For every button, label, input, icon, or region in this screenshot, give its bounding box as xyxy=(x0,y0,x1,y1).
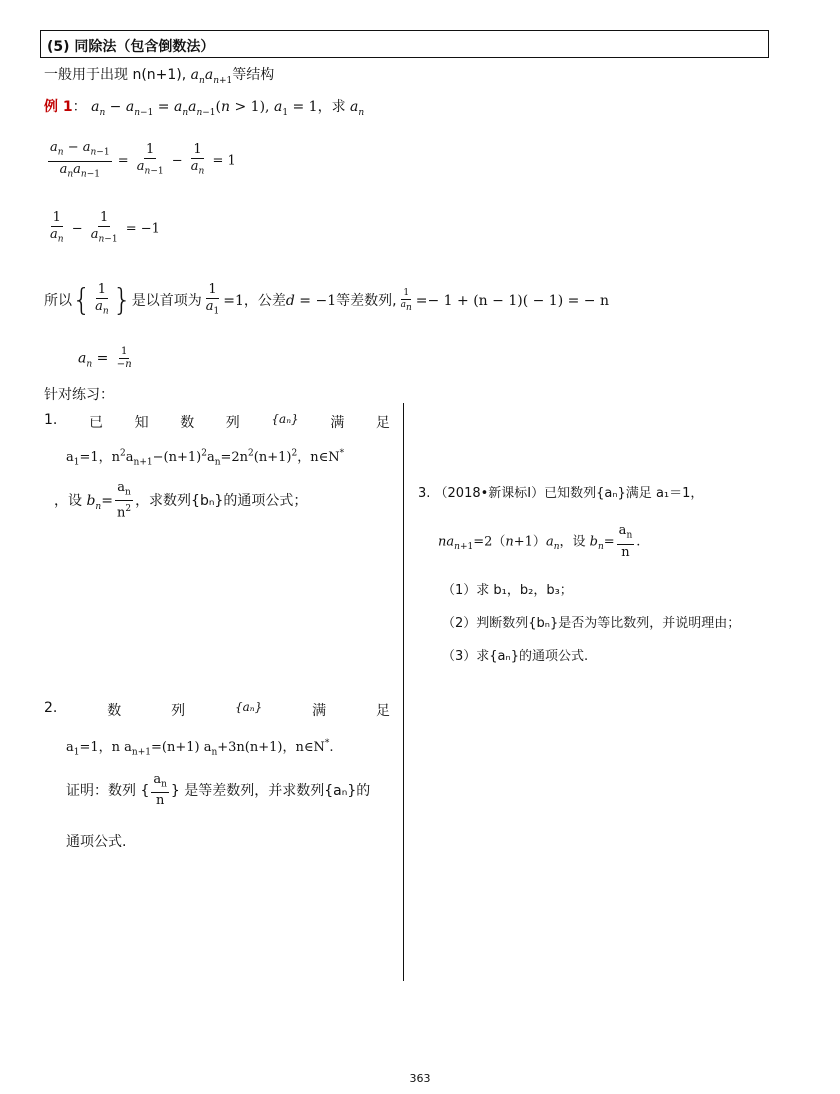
q2-word: 数 xyxy=(107,703,122,719)
solution-step-3: 所以{ $\frac{1}{a_n}$ }是以首项为 $\frac{1}{a_1}$ =1，公差d = −1等差数列, $\frac{1}{a_n}$ =− 1 + (n − 1)( − 1) = − n xyxy=(44,282,609,318)
q2-formula: $a_1=1$，n $a_{n+1}=(n+1)$ $a_n+3n(n+1)$，n∈N*. xyxy=(66,738,334,758)
solution-step-1: $\frac{a_n - a_{n-1}}{a_na_{n-1}}$ = $\frac{1}{a_{n-1}}$ − $\frac{1}{a_n}$ = 1 xyxy=(50,140,236,180)
example-target: $a_n$ xyxy=(350,99,365,118)
intro-formula: $a_na_{n+1}$ xyxy=(190,67,233,86)
q3-sub2: （2）判断数列{bₙ}是否为等比数列，并说明理由； xyxy=(442,615,741,631)
example-ask: ，求 xyxy=(317,99,346,115)
q1-line1 xyxy=(44,412,390,432)
section-title: (5) 同除法（包含倒数法） xyxy=(40,30,769,58)
step3-mid: 是以首项为 xyxy=(131,292,202,309)
example-label: 例 1 xyxy=(44,99,73,115)
q2-word: 列 xyxy=(171,703,186,719)
q1-word: {aₙ} xyxy=(271,412,299,426)
q2-proof-tail: } 是等差数列，并求数列{aₙ}的 xyxy=(170,782,371,799)
example-condition: $a_n - a_{n-1} = a_na_{n-1}(n > 1)$, $a_1 = 1$ xyxy=(91,99,318,118)
q1-formula: $a_1=1$，$n^2a_{n+1}-(n+1)^2a_n=2n^2(n+1)^2$，n∈N* xyxy=(66,448,345,468)
intro-text: 一般用于出现 n(n+1), xyxy=(44,67,191,83)
q1-word: 知 xyxy=(134,415,149,431)
q1-word: 列 xyxy=(225,415,240,431)
intro-suffix: 等结构 xyxy=(232,67,275,83)
intro-line xyxy=(44,64,274,86)
q3-sub1: （1）求 b₁，b₂，b₃； xyxy=(442,582,573,598)
question-2 xyxy=(44,700,390,851)
example-colon: ： xyxy=(72,99,87,115)
q3-sub3: （3）求{aₙ}的通项公式. xyxy=(442,648,589,664)
solution-step-2: $\frac{1}{a_n}$ − $\frac{1}{a_{n-1}}$ = −1 xyxy=(50,210,160,245)
q1-ask: ，设 $b_n=$ $\frac{a_n}{n^2}$ ，求数列{bₙ}的通项公式； xyxy=(54,479,308,521)
q2-proof: 证明：数列 { $\frac{a_n}{n}$ } 是等差数列，并求数列{aₙ}的 xyxy=(66,771,371,809)
q1-word: 已 xyxy=(88,415,103,431)
step3-prefix: 所以 xyxy=(44,292,72,309)
q2-proof-tail2: 通项公式. xyxy=(66,834,127,851)
column-divider xyxy=(403,403,404,981)
q2-number: 2. xyxy=(44,700,58,716)
q1-set-prefix: ，设 xyxy=(54,492,82,509)
q3-header: 3. （2018•新课标Ⅰ）已知数列{aₙ}满足 a₁＝1， xyxy=(418,486,704,501)
q3-formula: $na_{n+1}=2(n+1)a_n$，设 $b_n=$ $\frac{a_n}{n}$ . xyxy=(438,523,641,560)
q1-set-tail: ，求数列{bₙ}的通项公式； xyxy=(135,492,308,509)
q2-word: 满 xyxy=(312,703,327,719)
q1-number: 1. xyxy=(44,412,58,428)
question-1 xyxy=(44,412,390,522)
step3-result: =− 1 + (n − 1)( − 1) = − n xyxy=(415,292,609,309)
q2-line1 xyxy=(44,700,390,720)
q1-word: 足 xyxy=(375,415,390,431)
example-line xyxy=(44,96,364,118)
q1-word: 满 xyxy=(330,415,345,431)
q2-proof-prefix: 证明：数列 { xyxy=(66,782,150,799)
practice-heading: 针对练习： xyxy=(44,387,114,403)
q2-word: 足 xyxy=(375,703,390,719)
question-3 xyxy=(418,482,818,664)
page-number: 363 xyxy=(409,1072,431,1085)
step3-tail1: ，公差 xyxy=(243,292,286,309)
solution-result: $a_n$ = $\frac{1}{-n}$ xyxy=(78,346,132,370)
q1-word: 数 xyxy=(180,415,195,431)
q2-word: {aₙ} xyxy=(234,700,263,714)
step3-tail2: 等差数列, xyxy=(336,292,397,309)
